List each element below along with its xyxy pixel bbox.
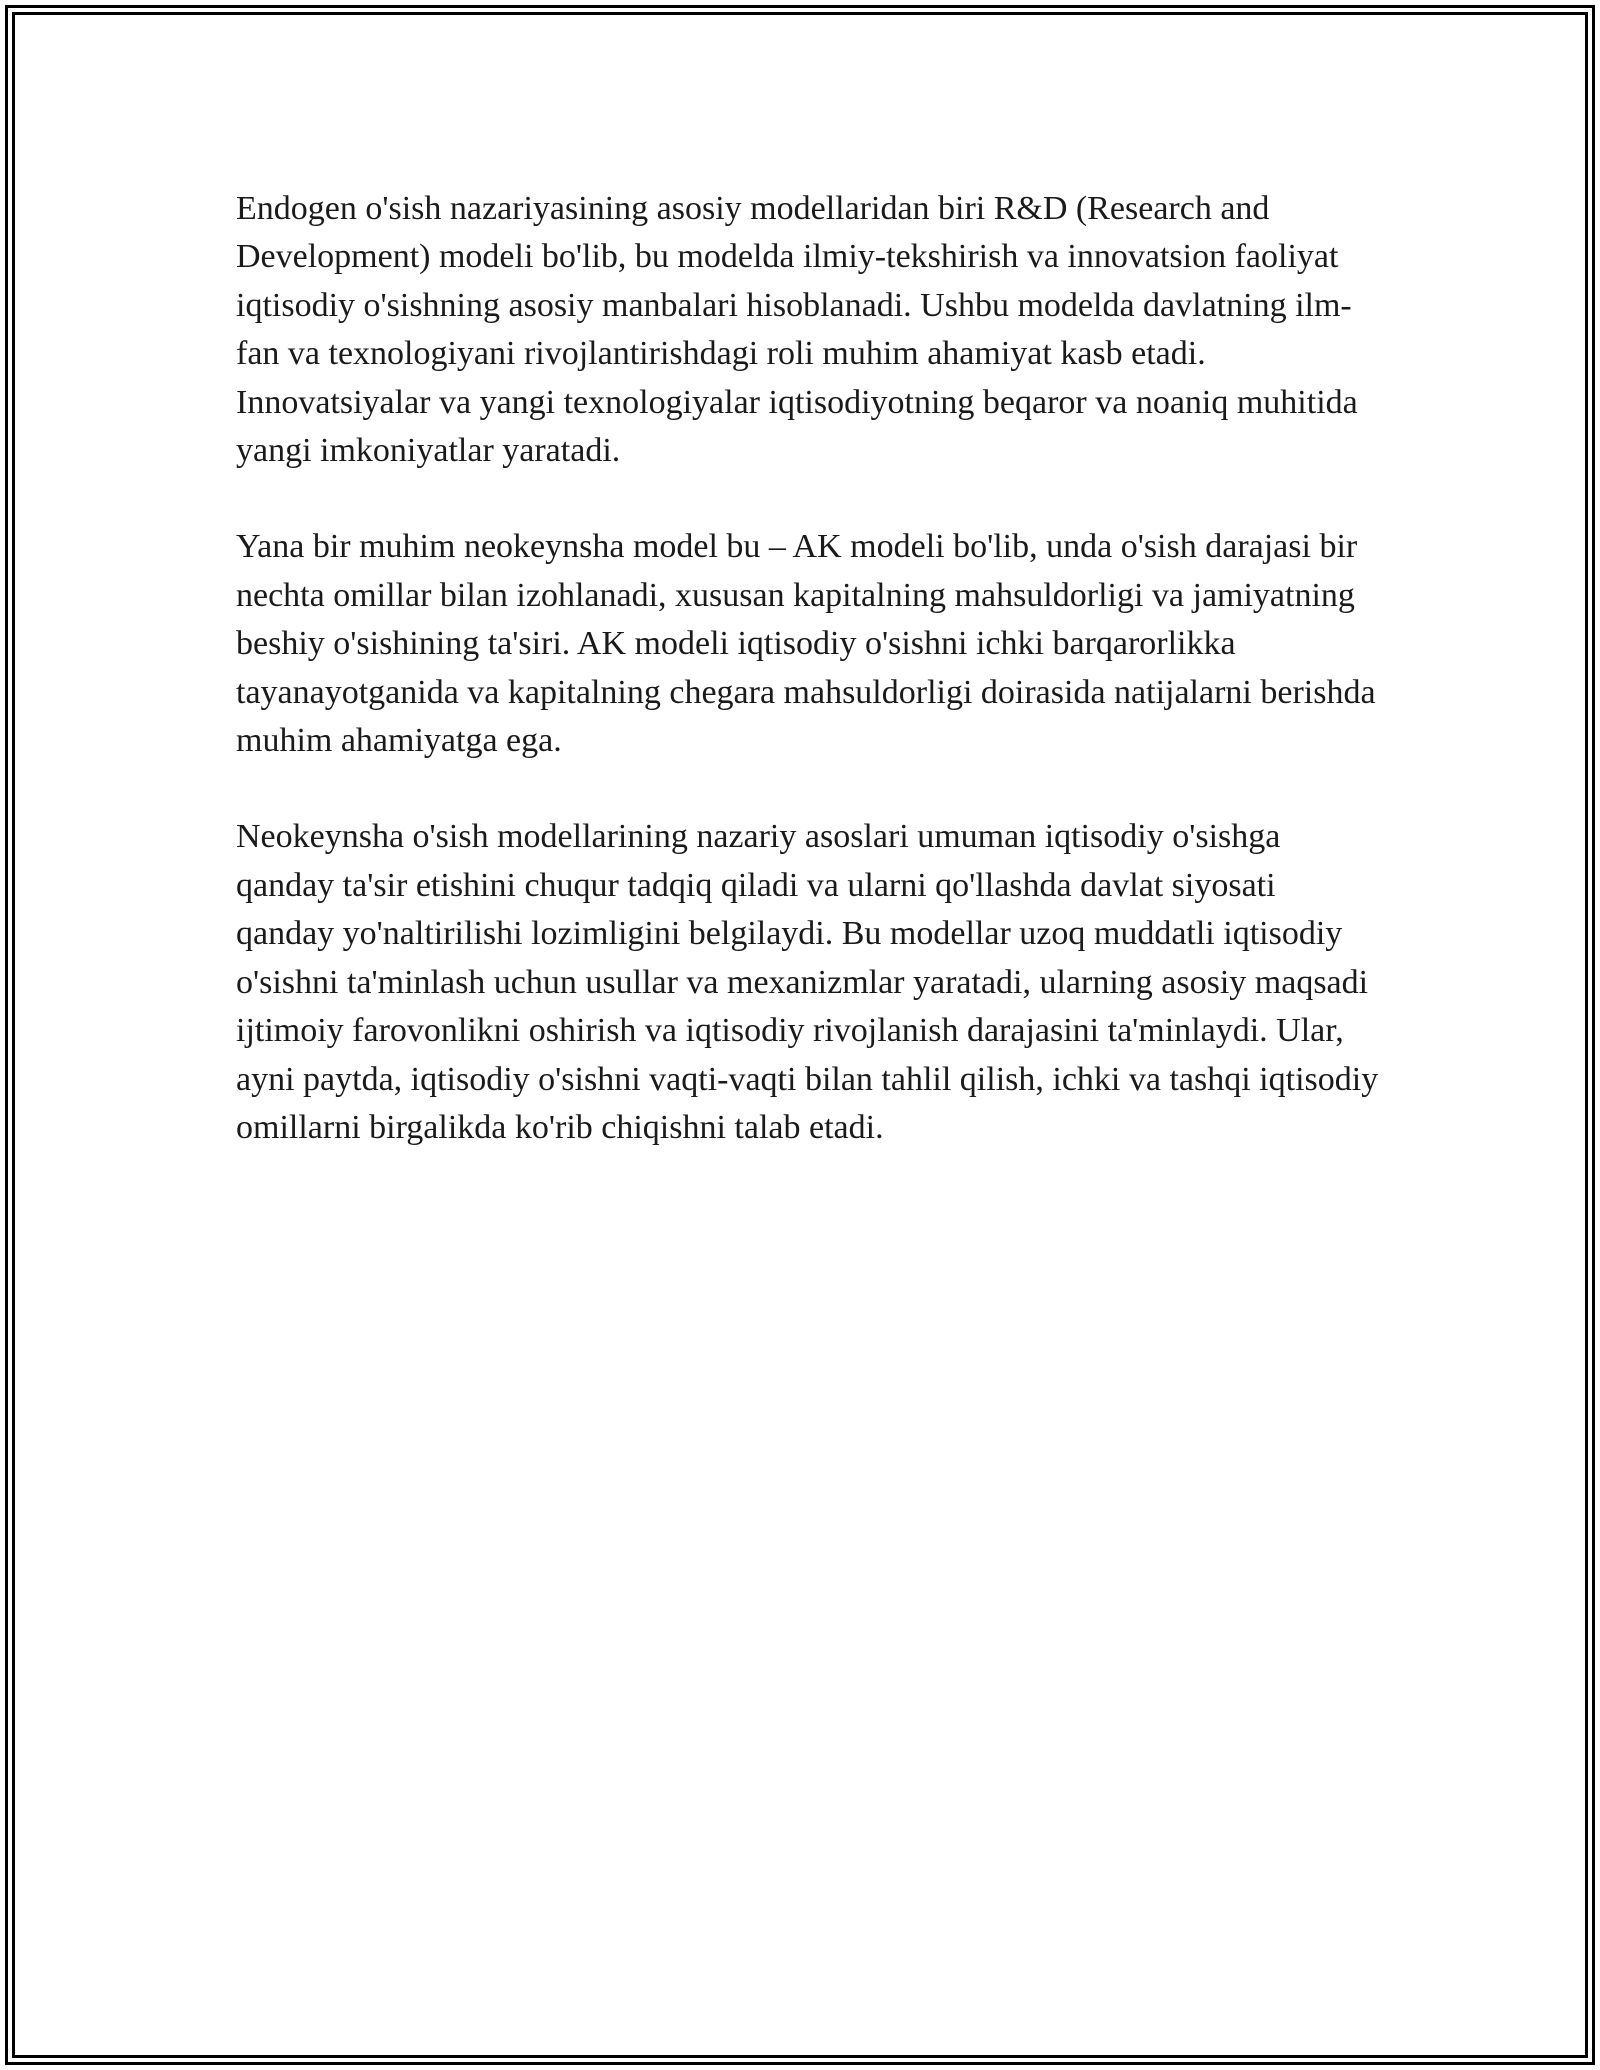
paragraph-rd-model: Endogen o'sish nazariyasining asosiy modellaridan biri R&D (Research and Development) modeli bo'lib, bu modelda ilmiy-tekshirish va innovatsion faoliyat iqtisodiy o'sishning asosiy manbalari hisoblanadi. Ushbu modelda davlatning ilm-fan va texnologiyani rivojlantirishdagi roli muhim ahamiyat kasb etadi. Innovatsiyalar va yangi texnologiyalar iqtisodiyotning beqaror va noaniq muhitida yangi imkoniyatlar yaratadi. xyxy=(236,190,1358,470)
paragraph-ak-model: Yana bir muhim neokeynsha model bu – AK modeli bo'lib, unda o'sish darajasi bir nechta omillar bilan izohlanadi, xususan kapitalning mahsuldorligi va jamiyatning beshiy o'sishining ta'siri. AK modeli iqtisodiy o'sishni ichki barqarorlikka tayanayotganida va kapitalning chegara mahsuldorligi doirasida natijalarni berishda muhim ahamiyatga ega. xyxy=(236,528,1376,760)
document-body xyxy=(236,185,1381,1200)
paragraph-neokeynesian-foundations: Neokeynsha o'sish modellarining nazariy asoslari umuman iqtisodiy o'sishga qanday ta'sir etishini chuqur tadqiq qiladi va ularni qo'llashda davlat siyosati qanday yo'naltirilishi lozimligini belgilaydi. Bu modellar uzoq muddatli iqtisodiy o'sishni ta'minlash uchun usullar va mexanizmlar yaratadi, ularning asosiy maqsadi ijtimoiy farovonlikni oshirish va iqtisodiy rivojlanish darajasini ta'minlaydi. Ular, ayni paytda, iqtisodiy o'sishni vaqti-vaqti bilan tahlil qilish, ichki va tashqi iqtisodiy omillarni birgalikda ko'rib chiqishni talab etadi. xyxy=(236,818,1379,1146)
